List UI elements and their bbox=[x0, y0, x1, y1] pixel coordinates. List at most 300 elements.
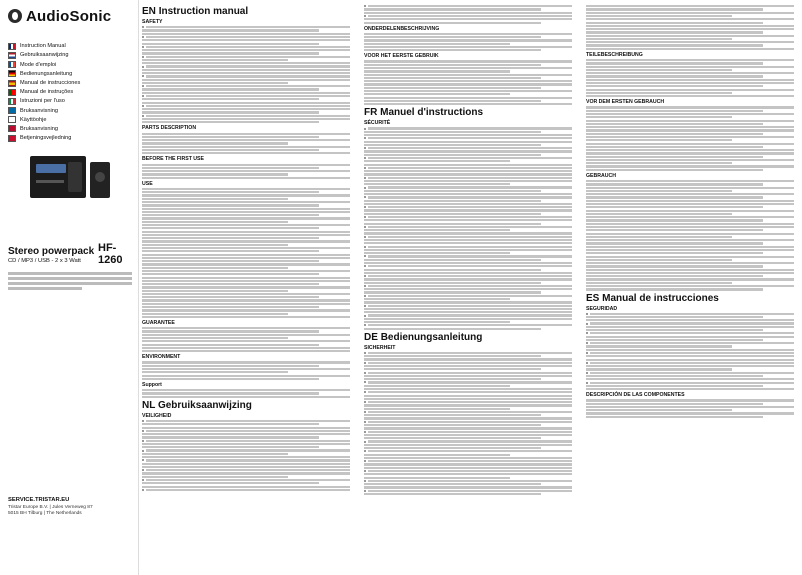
text-line bbox=[142, 82, 288, 84]
text-line bbox=[142, 188, 350, 190]
text-line bbox=[142, 146, 350, 148]
text-line bbox=[142, 327, 350, 329]
text-line bbox=[586, 196, 763, 198]
text-line bbox=[586, 382, 794, 384]
text-line bbox=[586, 159, 794, 161]
text-line bbox=[586, 200, 794, 202]
text-line bbox=[142, 111, 319, 113]
text-line bbox=[364, 46, 572, 48]
text-line bbox=[142, 392, 319, 394]
text-line bbox=[586, 403, 763, 405]
sub-heading: Support bbox=[142, 382, 162, 388]
text-line bbox=[586, 256, 794, 258]
service-address: Tristar Europe B.V. | Jules Verneweg 87 5015 BH Tilburg | The Netherlands bbox=[8, 505, 93, 516]
radio-unit-icon bbox=[30, 156, 86, 198]
text-line bbox=[142, 240, 350, 242]
text-line bbox=[142, 118, 350, 120]
text-line bbox=[364, 22, 541, 24]
text-line bbox=[586, 66, 794, 68]
text-line bbox=[142, 56, 350, 58]
text-line bbox=[364, 160, 510, 162]
text-line bbox=[364, 282, 541, 284]
text-line bbox=[364, 411, 572, 413]
text-line bbox=[586, 375, 763, 377]
sub-heading: SÉCURITÉ bbox=[364, 120, 391, 127]
text-line bbox=[364, 219, 572, 221]
text-line bbox=[586, 139, 732, 141]
text-line bbox=[364, 288, 572, 290]
text-line bbox=[364, 239, 572, 241]
text-line bbox=[586, 126, 794, 128]
text-line bbox=[142, 234, 350, 236]
text-line bbox=[142, 95, 350, 97]
text-line bbox=[586, 82, 794, 84]
text-line bbox=[364, 401, 572, 403]
text-line bbox=[364, 209, 572, 211]
text-line bbox=[586, 368, 732, 370]
text-line bbox=[142, 36, 350, 38]
text-line bbox=[586, 242, 763, 244]
text-line bbox=[142, 244, 288, 246]
text-line bbox=[364, 473, 572, 475]
text-line bbox=[364, 301, 572, 303]
text-line bbox=[586, 378, 794, 380]
text-line bbox=[142, 52, 319, 54]
text-line bbox=[142, 79, 350, 81]
language-item[interactable]: Gebruiksaanwijzing bbox=[8, 51, 132, 60]
sub-heading: SAFETY bbox=[142, 19, 163, 25]
text-line bbox=[364, 391, 572, 393]
text-line bbox=[364, 265, 572, 267]
text-line bbox=[364, 180, 572, 182]
text-line bbox=[586, 180, 794, 182]
text-line bbox=[586, 275, 763, 277]
text-line bbox=[586, 278, 794, 280]
text-line bbox=[364, 127, 572, 129]
text-line bbox=[586, 399, 794, 401]
text-line bbox=[364, 33, 572, 35]
text-line bbox=[586, 216, 794, 218]
text-line bbox=[586, 210, 794, 212]
text-line bbox=[142, 167, 319, 169]
text-line bbox=[364, 395, 572, 397]
text-line bbox=[142, 254, 350, 256]
text-line bbox=[364, 308, 572, 310]
text-line bbox=[586, 44, 763, 46]
text-line bbox=[142, 69, 350, 71]
text-line bbox=[142, 115, 350, 117]
text-line bbox=[142, 250, 319, 252]
column-2 bbox=[364, 4, 572, 496]
text-line bbox=[364, 216, 572, 218]
text-line bbox=[586, 133, 763, 135]
text-line bbox=[364, 358, 572, 360]
text-line bbox=[142, 59, 288, 61]
text-line bbox=[142, 290, 288, 292]
text-line bbox=[586, 41, 794, 43]
text-line bbox=[364, 252, 510, 254]
text-line bbox=[586, 329, 763, 331]
flag-fr-icon bbox=[8, 61, 16, 68]
text-line bbox=[142, 472, 350, 474]
text-line bbox=[364, 431, 572, 433]
text-line bbox=[142, 62, 350, 64]
text-line bbox=[586, 120, 794, 122]
text-line bbox=[364, 275, 572, 277]
text-line bbox=[586, 226, 794, 228]
text-line bbox=[142, 237, 319, 239]
text-line bbox=[364, 368, 541, 370]
text-line bbox=[364, 203, 572, 205]
text-line bbox=[142, 280, 350, 282]
text-line bbox=[586, 349, 794, 351]
text-line bbox=[586, 355, 794, 357]
text-line bbox=[142, 423, 319, 425]
text-line bbox=[142, 270, 350, 272]
text-line bbox=[586, 8, 763, 10]
text-line bbox=[364, 190, 541, 192]
text-line bbox=[586, 233, 794, 235]
text-line bbox=[586, 149, 794, 151]
text-line bbox=[142, 72, 350, 74]
text-line bbox=[364, 328, 541, 330]
text-line bbox=[586, 339, 763, 341]
text-line bbox=[364, 460, 572, 462]
text-line bbox=[142, 365, 319, 367]
text-line bbox=[364, 324, 572, 326]
text-line bbox=[364, 103, 572, 105]
text-line bbox=[586, 272, 794, 274]
text-line bbox=[586, 332, 794, 334]
text-line bbox=[586, 203, 794, 205]
text-line bbox=[142, 139, 350, 141]
text-line bbox=[364, 434, 572, 436]
text-line bbox=[142, 49, 350, 51]
text-line bbox=[142, 378, 319, 380]
text-line bbox=[364, 77, 541, 79]
text-line bbox=[364, 223, 541, 225]
text-line bbox=[142, 293, 350, 295]
text-line bbox=[142, 277, 350, 279]
text-line bbox=[142, 260, 319, 262]
text-line bbox=[586, 136, 794, 138]
text-line bbox=[586, 12, 794, 14]
text-line bbox=[142, 347, 350, 349]
language-item[interactable]: Istruzioni per l'uso bbox=[8, 97, 132, 106]
sub-heading: GEBRAUCH bbox=[586, 172, 616, 179]
text-line bbox=[364, 388, 572, 390]
text-line bbox=[364, 43, 510, 45]
text-line bbox=[586, 313, 794, 315]
text-line bbox=[364, 177, 572, 179]
text-line bbox=[586, 316, 763, 318]
text-line bbox=[364, 352, 572, 354]
sidebar-warning-text bbox=[8, 272, 132, 292]
text-line bbox=[142, 102, 350, 104]
text-line bbox=[142, 194, 350, 196]
text-line bbox=[364, 8, 541, 10]
text-line bbox=[586, 129, 794, 131]
section-title-de: DE Bedienungsanleitung bbox=[364, 331, 483, 343]
text-line bbox=[142, 208, 350, 210]
text-line bbox=[142, 482, 319, 484]
text-line bbox=[364, 427, 572, 429]
text-line bbox=[142, 136, 319, 138]
language-item[interactable]: Bedienungsanleitung bbox=[8, 70, 132, 79]
text-line bbox=[364, 236, 572, 238]
flag-fi-icon bbox=[8, 116, 16, 123]
text-line bbox=[142, 98, 319, 100]
text-line bbox=[586, 31, 763, 33]
service-url[interactable]: SERVICE.TRISTAR.EU bbox=[8, 497, 70, 503]
text-line bbox=[364, 444, 572, 446]
text-line bbox=[142, 296, 319, 298]
text-line bbox=[586, 285, 794, 287]
speaker-icon bbox=[90, 162, 110, 198]
text-line bbox=[586, 187, 794, 189]
text-line bbox=[142, 204, 319, 206]
text-line bbox=[586, 213, 732, 215]
text-line bbox=[364, 173, 572, 175]
language-item[interactable]: Manual de instruções bbox=[8, 88, 132, 97]
text-line bbox=[586, 143, 794, 145]
sub-heading: DESCRIPCIÓN DE LAS COMPONENTES bbox=[586, 392, 685, 399]
flag-nl-icon bbox=[8, 52, 16, 59]
sub-heading: ENVIRONMENT bbox=[142, 354, 181, 361]
text-line bbox=[364, 480, 572, 482]
text-line bbox=[586, 79, 794, 81]
text-line bbox=[364, 80, 572, 82]
text-line bbox=[364, 150, 572, 152]
text-line bbox=[586, 48, 794, 50]
text-line bbox=[142, 247, 350, 249]
text-line bbox=[142, 430, 350, 432]
text-line bbox=[364, 318, 572, 320]
text-line bbox=[142, 149, 319, 151]
text-line bbox=[142, 152, 350, 154]
text-line bbox=[586, 5, 794, 7]
text-line bbox=[586, 406, 794, 408]
text-line bbox=[364, 470, 572, 472]
text-line bbox=[364, 147, 572, 149]
text-line bbox=[142, 476, 288, 478]
text-line bbox=[364, 164, 572, 166]
text-line bbox=[364, 424, 541, 426]
text-line bbox=[364, 477, 510, 479]
text-line bbox=[142, 303, 350, 305]
text-line bbox=[586, 28, 794, 30]
text-line bbox=[586, 362, 794, 364]
text-line bbox=[364, 285, 572, 287]
text-line bbox=[364, 100, 541, 102]
flag-de-icon bbox=[8, 70, 16, 77]
text-line bbox=[586, 169, 763, 171]
text-line bbox=[586, 22, 763, 24]
text-line bbox=[364, 278, 572, 280]
text-line bbox=[364, 314, 572, 316]
text-line bbox=[364, 246, 572, 248]
flag-en-icon bbox=[8, 43, 16, 50]
text-line bbox=[364, 141, 572, 143]
text-line bbox=[364, 18, 572, 20]
text-line bbox=[586, 219, 763, 221]
text-line bbox=[364, 49, 541, 51]
language-item[interactable]: Betjeningsvejledning bbox=[8, 134, 132, 143]
text-line bbox=[586, 190, 732, 192]
text-line bbox=[142, 375, 350, 377]
text-line bbox=[586, 85, 763, 87]
text-line bbox=[142, 371, 288, 373]
text-line bbox=[586, 282, 732, 284]
section-title-en: EN Instruction manual bbox=[142, 6, 249, 17]
text-line bbox=[142, 433, 350, 435]
text-line bbox=[142, 46, 350, 48]
text-line bbox=[364, 272, 572, 274]
text-line bbox=[142, 263, 350, 265]
text-line bbox=[142, 469, 350, 471]
language-item[interactable]: Bruksanvisning bbox=[8, 125, 132, 134]
brand-logo bbox=[8, 6, 111, 26]
sub-heading: BEFORE THE FIRST USE bbox=[142, 156, 204, 163]
text-line bbox=[586, 38, 732, 40]
text-line bbox=[364, 381, 572, 383]
text-line bbox=[586, 206, 763, 208]
text-line bbox=[142, 88, 319, 90]
text-line bbox=[364, 365, 572, 367]
text-line bbox=[364, 206, 572, 208]
text-line bbox=[142, 273, 319, 275]
text-line bbox=[586, 229, 763, 231]
text-line bbox=[142, 440, 350, 442]
text-line bbox=[142, 191, 319, 193]
text-line bbox=[364, 97, 572, 99]
text-line bbox=[364, 200, 541, 202]
text-line bbox=[364, 232, 572, 234]
text-line bbox=[586, 336, 794, 338]
text-line bbox=[586, 35, 794, 37]
text-line bbox=[142, 224, 350, 226]
product-title: Stereo powerpack bbox=[8, 246, 95, 257]
text-line bbox=[364, 137, 572, 139]
text-line bbox=[364, 378, 541, 380]
sub-heading: VEILIGHEID bbox=[142, 412, 172, 419]
text-line bbox=[142, 217, 350, 219]
text-line bbox=[364, 355, 541, 357]
text-line bbox=[586, 123, 763, 125]
text-line bbox=[364, 450, 572, 452]
text-line bbox=[586, 18, 794, 20]
text-line bbox=[586, 409, 732, 411]
text-line bbox=[586, 342, 794, 344]
language-item[interactable]: Manual de instrucciones bbox=[8, 79, 132, 88]
text-line bbox=[586, 412, 794, 414]
text-line bbox=[586, 252, 763, 254]
text-line bbox=[142, 177, 350, 179]
text-line bbox=[142, 344, 319, 346]
text-line bbox=[586, 388, 794, 390]
text-line bbox=[142, 443, 350, 445]
language-item[interactable]: Instruction Manual bbox=[8, 42, 132, 51]
text-line bbox=[142, 26, 350, 28]
text-line bbox=[586, 416, 763, 418]
text-line bbox=[586, 156, 763, 158]
text-line bbox=[364, 131, 541, 133]
text-line bbox=[142, 211, 350, 213]
sub-heading: SEGURIDAD bbox=[586, 305, 618, 312]
text-line bbox=[364, 183, 510, 185]
text-line bbox=[364, 372, 572, 374]
text-line bbox=[364, 483, 541, 485]
text-line bbox=[586, 75, 763, 77]
text-line bbox=[142, 396, 350, 398]
language-item[interactable]: Käyttöohje bbox=[8, 116, 132, 125]
text-line bbox=[364, 414, 541, 416]
text-line bbox=[586, 372, 794, 374]
text-line bbox=[364, 5, 572, 7]
text-line bbox=[142, 33, 350, 35]
text-line bbox=[586, 116, 732, 118]
text-line bbox=[586, 345, 732, 347]
text-line bbox=[364, 39, 572, 41]
text-line bbox=[142, 198, 288, 200]
text-line bbox=[586, 62, 763, 64]
text-line bbox=[586, 319, 794, 321]
flag-es-icon bbox=[8, 80, 16, 87]
text-line bbox=[364, 226, 572, 228]
text-line bbox=[142, 427, 350, 429]
text-line bbox=[142, 267, 288, 269]
flag-no-icon bbox=[8, 125, 16, 132]
text-line bbox=[142, 453, 288, 455]
text-line bbox=[364, 70, 510, 72]
text-line bbox=[142, 39, 350, 41]
text-line bbox=[586, 326, 794, 328]
text-line bbox=[364, 404, 572, 406]
text-line bbox=[586, 365, 794, 367]
text-line bbox=[364, 154, 541, 156]
text-line bbox=[142, 306, 319, 308]
brand-logo-icon bbox=[8, 9, 22, 23]
text-line bbox=[586, 59, 794, 61]
section-title-nl: NL Gebruiksaanwijzing bbox=[142, 399, 252, 411]
flag-pt-icon bbox=[8, 89, 16, 96]
text-line bbox=[364, 385, 510, 387]
text-line bbox=[364, 229, 510, 231]
text-line bbox=[364, 454, 510, 456]
text-line bbox=[364, 36, 541, 38]
text-line bbox=[364, 60, 572, 62]
text-line bbox=[142, 489, 350, 491]
text-line bbox=[364, 67, 572, 69]
language-item[interactable]: Bruksanvisning bbox=[8, 106, 132, 115]
text-line bbox=[364, 467, 572, 469]
text-line bbox=[586, 113, 794, 115]
text-line bbox=[142, 350, 350, 352]
text-line bbox=[142, 316, 350, 318]
text-line bbox=[364, 64, 541, 66]
text-line bbox=[142, 75, 350, 77]
text-line bbox=[142, 173, 288, 175]
language-item[interactable]: Mode d'emploi bbox=[8, 60, 132, 69]
text-line bbox=[142, 85, 350, 87]
manual-content bbox=[140, 0, 798, 575]
text-line bbox=[364, 93, 510, 95]
text-line bbox=[364, 213, 541, 215]
text-line bbox=[364, 170, 572, 172]
text-line bbox=[142, 446, 319, 448]
text-line bbox=[142, 459, 350, 461]
text-line bbox=[142, 309, 350, 311]
